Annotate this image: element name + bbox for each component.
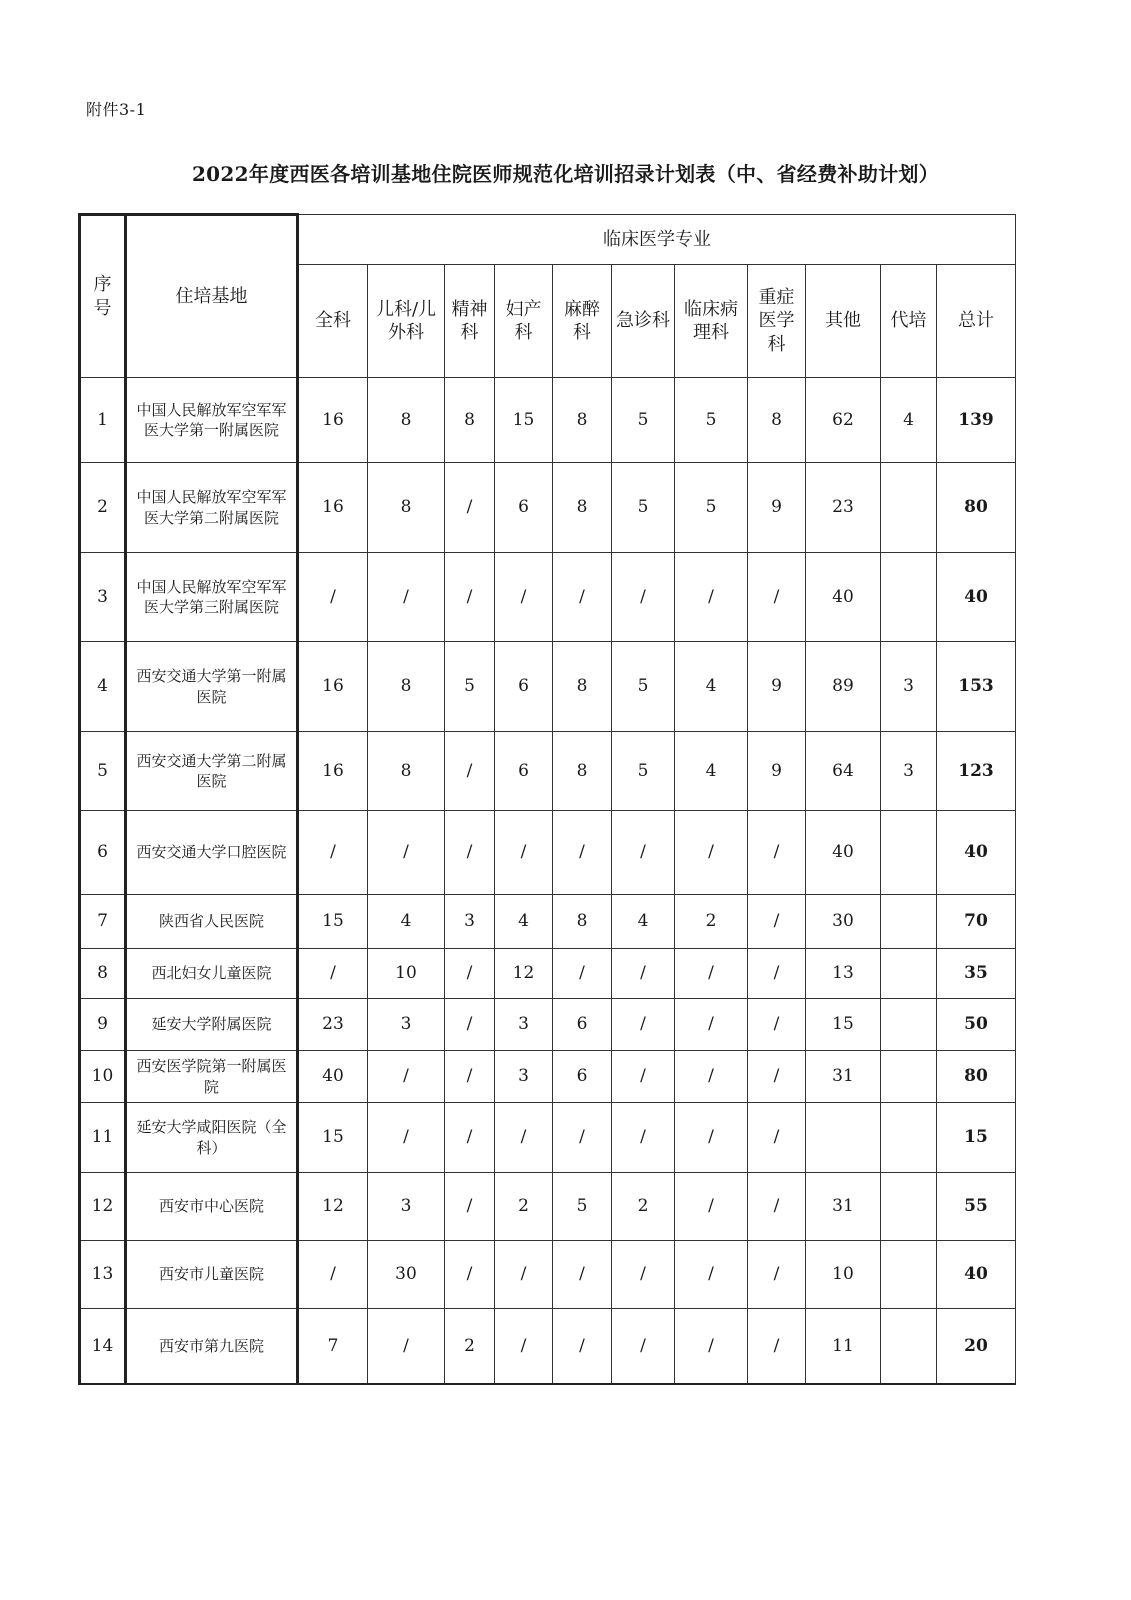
cell-total: 55 — [937, 1173, 1016, 1241]
cell-clinical-pathology: / — [675, 1103, 748, 1173]
cell-other: 10 — [806, 1241, 881, 1309]
cell-psychiatry: / — [445, 949, 495, 999]
cell-commissioned-training — [881, 1103, 937, 1173]
cell-obstetrics-gynecology: / — [495, 1103, 553, 1173]
table-row — [80, 378, 1016, 463]
row-seq: 8 — [80, 949, 126, 999]
row-seq: 10 — [80, 1051, 126, 1103]
cell-general-practice: / — [298, 1241, 368, 1309]
header-clinical-medicine-group: 临床医学专业 — [298, 215, 1016, 265]
cell-critical-care: / — [748, 553, 806, 642]
row-seq: 13 — [80, 1241, 126, 1309]
cell-commissioned-training: 3 — [881, 642, 937, 732]
cell-emergency: / — [612, 553, 675, 642]
table-row — [80, 553, 1016, 642]
cell-critical-care: / — [748, 1173, 806, 1241]
cell-clinical-pathology: 2 — [675, 895, 748, 949]
row-base-name: 西安市中心医院 — [126, 1173, 298, 1241]
cell-clinical-pathology: / — [675, 1241, 748, 1309]
cell-emergency: 5 — [612, 463, 675, 553]
cell-pediatrics: / — [368, 1309, 445, 1384]
cell-anesthesiology: / — [553, 1309, 612, 1384]
row-base-name: 陕西省人民医院 — [126, 895, 298, 949]
cell-emergency: 2 — [612, 1173, 675, 1241]
cell-critical-care: 8 — [748, 378, 806, 463]
cell-commissioned-training — [881, 1173, 937, 1241]
row-seq: 2 — [80, 463, 126, 553]
cell-critical-care: / — [748, 949, 806, 999]
cell-total: 139 — [937, 378, 1016, 463]
cell-psychiatry: 3 — [445, 895, 495, 949]
header-psychiatry: 精神科 — [445, 265, 495, 378]
cell-critical-care: / — [748, 1309, 806, 1384]
table-row — [80, 1103, 1016, 1173]
cell-anesthesiology: 6 — [553, 1051, 612, 1103]
row-base-name: 中国人民解放军空军军医大学第一附属医院 — [126, 378, 298, 463]
document-title: 2022年度西医各培训基地住院医师规范化培训招录计划表（中、省经费补助计划） — [191, 162, 940, 186]
cell-total: 40 — [937, 553, 1016, 642]
cell-pediatrics: 8 — [368, 642, 445, 732]
header-total: 总计 — [937, 265, 1016, 378]
table-row — [80, 1241, 1016, 1309]
cell-critical-care: / — [748, 1241, 806, 1309]
cell-commissioned-training: 3 — [881, 732, 937, 811]
cell-total: 70 — [937, 895, 1016, 949]
cell-clinical-pathology: / — [675, 949, 748, 999]
cell-psychiatry: / — [445, 553, 495, 642]
cell-clinical-pathology: 5 — [675, 378, 748, 463]
cell-clinical-pathology: / — [675, 1173, 748, 1241]
cell-pediatrics: / — [368, 1051, 445, 1103]
header-other: 其他 — [806, 265, 881, 378]
cell-other — [806, 1103, 881, 1173]
cell-other: 62 — [806, 378, 881, 463]
cell-anesthesiology: 8 — [553, 463, 612, 553]
cell-emergency: / — [612, 811, 675, 895]
row-seq: 11 — [80, 1103, 126, 1173]
cell-anesthesiology: 8 — [553, 642, 612, 732]
cell-emergency: / — [612, 1241, 675, 1309]
cell-general-practice: 16 — [298, 642, 368, 732]
cell-pediatrics: 3 — [368, 1173, 445, 1241]
cell-psychiatry: / — [445, 811, 495, 895]
row-seq: 14 — [80, 1309, 126, 1384]
cell-pediatrics: 3 — [368, 999, 445, 1051]
row-seq: 4 — [80, 642, 126, 732]
cell-psychiatry: / — [445, 1241, 495, 1309]
header-general-practice: 全科 — [298, 265, 368, 378]
cell-psychiatry: 8 — [445, 378, 495, 463]
cell-anesthesiology: 5 — [553, 1173, 612, 1241]
cell-anesthesiology: / — [553, 1241, 612, 1309]
cell-general-practice: / — [298, 553, 368, 642]
cell-total: 20 — [937, 1309, 1016, 1384]
cell-anesthesiology: / — [553, 949, 612, 999]
cell-total: 40 — [937, 811, 1016, 895]
header-obstetrics-gynecology: 妇产科 — [495, 265, 553, 378]
cell-critical-care: / — [748, 811, 806, 895]
table-row — [80, 732, 1016, 811]
cell-obstetrics-gynecology: 6 — [495, 463, 553, 553]
cell-critical-care: 9 — [748, 732, 806, 811]
cell-other: 13 — [806, 949, 881, 999]
cell-psychiatry: / — [445, 999, 495, 1051]
cell-emergency: 4 — [612, 895, 675, 949]
row-seq: 5 — [80, 732, 126, 811]
cell-psychiatry: 5 — [445, 642, 495, 732]
cell-psychiatry: / — [445, 1051, 495, 1103]
table-row — [80, 895, 1016, 949]
cell-total: 35 — [937, 949, 1016, 999]
header-base: 住培基地 — [126, 215, 298, 378]
header-seq: 序号 — [80, 215, 126, 378]
cell-anesthesiology: / — [553, 1103, 612, 1173]
cell-critical-care: / — [748, 895, 806, 949]
cell-commissioned-training — [881, 895, 937, 949]
cell-clinical-pathology: / — [675, 1051, 748, 1103]
cell-psychiatry: 2 — [445, 1309, 495, 1384]
cell-commissioned-training: 4 — [881, 378, 937, 463]
cell-general-practice: 16 — [298, 378, 368, 463]
cell-other: 89 — [806, 642, 881, 732]
header-emergency: 急诊科 — [612, 265, 675, 378]
cell-critical-care: 9 — [748, 463, 806, 553]
row-seq: 3 — [80, 553, 126, 642]
cell-anesthesiology: 8 — [553, 732, 612, 811]
cell-general-practice: 12 — [298, 1173, 368, 1241]
cell-pediatrics: / — [368, 811, 445, 895]
cell-obstetrics-gynecology: 15 — [495, 378, 553, 463]
row-base-name: 西安市第九医院 — [126, 1309, 298, 1384]
cell-pediatrics: / — [368, 553, 445, 642]
cell-critical-care: / — [748, 1103, 806, 1173]
cell-obstetrics-gynecology: / — [495, 811, 553, 895]
cell-emergency: 5 — [612, 378, 675, 463]
cell-anesthesiology: 8 — [553, 895, 612, 949]
cell-anesthesiology: / — [553, 553, 612, 642]
cell-commissioned-training — [881, 1051, 937, 1103]
cell-critical-care: 9 — [748, 642, 806, 732]
cell-other: 11 — [806, 1309, 881, 1384]
cell-emergency: 5 — [612, 732, 675, 811]
table-row — [80, 811, 1016, 895]
cell-emergency: 5 — [612, 642, 675, 732]
cell-obstetrics-gynecology: 12 — [495, 949, 553, 999]
row-seq: 7 — [80, 895, 126, 949]
cell-obstetrics-gynecology: / — [495, 553, 553, 642]
cell-critical-care: / — [748, 1051, 806, 1103]
cell-obstetrics-gynecology: / — [495, 1309, 553, 1384]
cell-commissioned-training — [881, 999, 937, 1051]
table-row — [80, 463, 1016, 553]
cell-psychiatry: / — [445, 463, 495, 553]
cell-general-practice: 15 — [298, 895, 368, 949]
cell-obstetrics-gynecology: 3 — [495, 1051, 553, 1103]
cell-critical-care: / — [748, 999, 806, 1051]
cell-anesthesiology: / — [553, 811, 612, 895]
cell-obstetrics-gynecology: 6 — [495, 732, 553, 811]
cell-emergency: / — [612, 1309, 675, 1384]
cell-pediatrics: 30 — [368, 1241, 445, 1309]
cell-other: 23 — [806, 463, 881, 553]
table-row — [80, 949, 1016, 999]
row-base-name: 西安交通大学第一附属医院 — [126, 642, 298, 732]
row-base-name: 中国人民解放军空军军医大学第二附属医院 — [126, 463, 298, 553]
header-critical-care: 重症医学科 — [748, 265, 806, 378]
cell-obstetrics-gynecology: / — [495, 1241, 553, 1309]
cell-clinical-pathology: / — [675, 999, 748, 1051]
cell-clinical-pathology: 4 — [675, 642, 748, 732]
cell-commissioned-training — [881, 1309, 937, 1384]
cell-total: 80 — [937, 1051, 1016, 1103]
cell-clinical-pathology: / — [675, 553, 748, 642]
header-clinical-pathology: 临床病理科 — [675, 265, 748, 378]
cell-general-practice: 23 — [298, 999, 368, 1051]
cell-obstetrics-gynecology: 2 — [495, 1173, 553, 1241]
cell-general-practice: 15 — [298, 1103, 368, 1173]
row-base-name: 西安交通大学口腔医院 — [126, 811, 298, 895]
cell-other: 31 — [806, 1173, 881, 1241]
cell-pediatrics: 8 — [368, 463, 445, 553]
cell-general-practice: 16 — [298, 463, 368, 553]
header-pediatrics: 儿科/儿外科 — [368, 265, 445, 378]
cell-commissioned-training — [881, 811, 937, 895]
header-commissioned-training: 代培 — [881, 265, 937, 378]
cell-clinical-pathology: / — [675, 1309, 748, 1384]
row-seq: 9 — [80, 999, 126, 1051]
cell-anesthesiology: 6 — [553, 999, 612, 1051]
cell-clinical-pathology: 4 — [675, 732, 748, 811]
cell-clinical-pathology: 5 — [675, 463, 748, 553]
cell-commissioned-training — [881, 1241, 937, 1309]
cell-obstetrics-gynecology: 3 — [495, 999, 553, 1051]
cell-other: 40 — [806, 811, 881, 895]
cell-total: 50 — [937, 999, 1016, 1051]
table-row — [80, 1173, 1016, 1241]
cell-emergency: / — [612, 1051, 675, 1103]
row-base-name: 西安市儿童医院 — [126, 1241, 298, 1309]
cell-psychiatry: / — [445, 1103, 495, 1173]
cell-pediatrics: / — [368, 1103, 445, 1173]
row-base-name: 西北妇女儿童医院 — [126, 949, 298, 999]
cell-other: 15 — [806, 999, 881, 1051]
cell-emergency: / — [612, 949, 675, 999]
table-row — [80, 999, 1016, 1051]
table-row — [80, 642, 1016, 732]
cell-pediatrics: 4 — [368, 895, 445, 949]
cell-emergency: / — [612, 1103, 675, 1173]
cell-other: 64 — [806, 732, 881, 811]
cell-other: 31 — [806, 1051, 881, 1103]
row-base-name: 延安大学附属医院 — [126, 999, 298, 1051]
cell-general-practice: 7 — [298, 1309, 368, 1384]
cell-other: 30 — [806, 895, 881, 949]
cell-anesthesiology: 8 — [553, 378, 612, 463]
cell-emergency: / — [612, 999, 675, 1051]
cell-psychiatry: / — [445, 732, 495, 811]
cell-total: 80 — [937, 463, 1016, 553]
cell-total: 15 — [937, 1103, 1016, 1173]
cell-commissioned-training — [881, 553, 937, 642]
row-seq: 12 — [80, 1173, 126, 1241]
row-base-name: 西安医学院第一附属医院 — [126, 1051, 298, 1103]
cell-general-practice: / — [298, 811, 368, 895]
table-row — [80, 1309, 1016, 1384]
cell-psychiatry: / — [445, 1173, 495, 1241]
cell-commissioned-training — [881, 949, 937, 999]
cell-commissioned-training — [881, 463, 937, 553]
cell-total: 123 — [937, 732, 1016, 811]
cell-obstetrics-gynecology: 4 — [495, 895, 553, 949]
row-base-name: 西安交通大学第二附属医院 — [126, 732, 298, 811]
cell-pediatrics: 8 — [368, 378, 445, 463]
cell-general-practice: 40 — [298, 1051, 368, 1103]
attachment-label: 附件3-1 — [86, 100, 147, 119]
header-anesthesiology: 麻醉科 — [553, 265, 612, 378]
row-base-name: 中国人民解放军空军军医大学第三附属医院 — [126, 553, 298, 642]
cell-pediatrics: 8 — [368, 732, 445, 811]
cell-obstetrics-gynecology: 6 — [495, 642, 553, 732]
row-seq: 6 — [80, 811, 126, 895]
row-seq: 1 — [80, 378, 126, 463]
cell-total: 40 — [937, 1241, 1016, 1309]
cell-general-practice: / — [298, 949, 368, 999]
cell-clinical-pathology: / — [675, 811, 748, 895]
table-row — [80, 1051, 1016, 1103]
cell-other: 40 — [806, 553, 881, 642]
cell-general-practice: 16 — [298, 732, 368, 811]
cell-pediatrics: 10 — [368, 949, 445, 999]
recruitment-plan-table — [78, 213, 1016, 1385]
cell-total: 153 — [937, 642, 1016, 732]
row-base-name: 延安大学咸阳医院（全科） — [126, 1103, 298, 1173]
